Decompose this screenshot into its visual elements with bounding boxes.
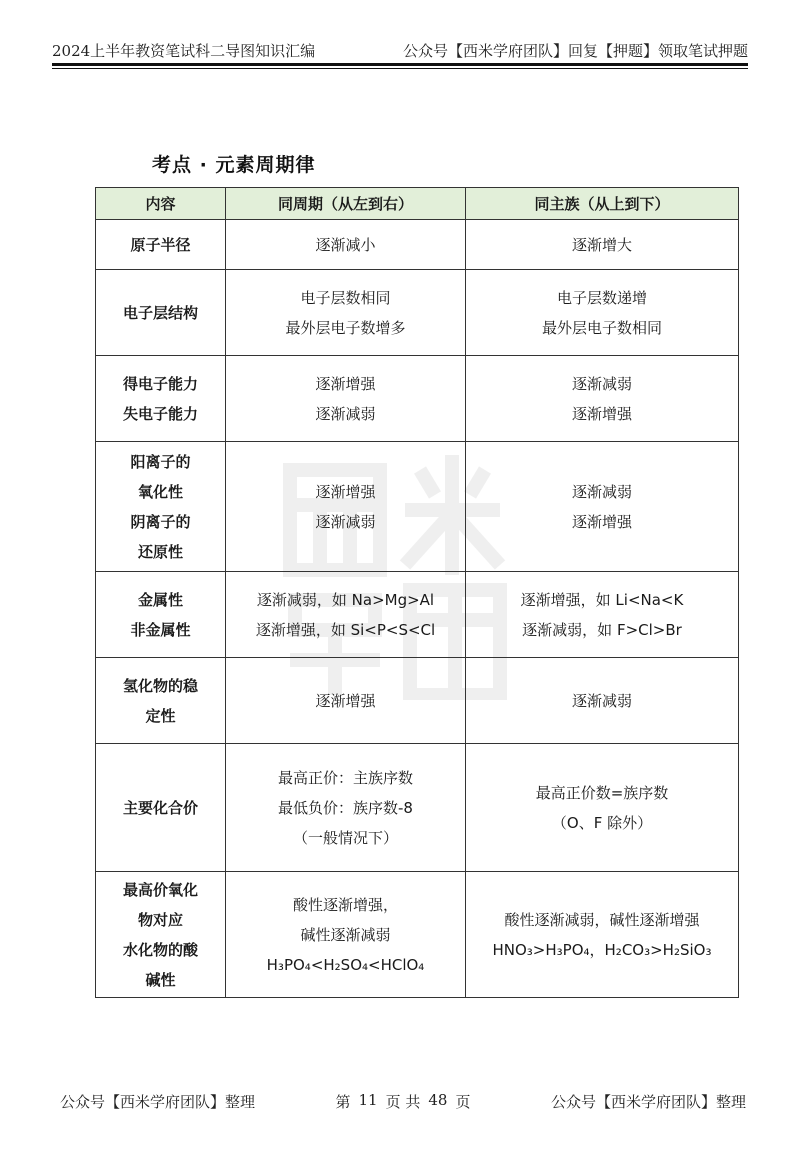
cell-line: 逐渐增强 xyxy=(315,374,376,393)
cell-line: 得电子能力 xyxy=(122,374,198,393)
page-header xyxy=(52,38,748,62)
cell-line: 氧化性 xyxy=(137,482,183,501)
cell-line: 碱性 xyxy=(145,970,176,989)
cell-line: 逐渐减弱 xyxy=(571,374,632,393)
row-label-cell xyxy=(96,658,226,744)
cell-line: 逐渐增强，如 Li<Na<K xyxy=(520,590,684,609)
cell-line: 酸性逐渐增强， xyxy=(292,895,398,914)
header-left-text: 2024上半年教资笔试科二导图知识汇编 xyxy=(52,41,316,60)
cell-line: 阴离子的 xyxy=(130,512,191,531)
row-label-cell xyxy=(96,872,226,998)
cell-line: 逐渐减小 xyxy=(315,235,376,254)
same-group-cell xyxy=(466,658,739,744)
footer-left-text: 公众号【西米学府团队】整理 xyxy=(60,1092,256,1111)
same-period-cell xyxy=(226,220,466,270)
cell-line: 逐渐增强，如 Si<P<S<Cl xyxy=(255,620,436,639)
cell-line: 最高正价：主族序数 xyxy=(277,768,413,787)
cell-line: 最高价氧化 xyxy=(122,880,198,899)
cell-line: H₃PO₄<H₂SO₄<HClO₄ xyxy=(266,955,425,974)
cell-line: 水化物的酸 xyxy=(122,940,198,959)
table-row xyxy=(96,442,739,572)
row-label-cell xyxy=(96,442,226,572)
cell-line: 逐渐减弱 xyxy=(571,482,632,501)
column-header-same-period: 同周期（从左到右） xyxy=(226,188,466,220)
periodic-law-table xyxy=(95,187,739,998)
cell-line: 非金属性 xyxy=(130,620,191,639)
footer-right-text: 公众号【西米学府团队】整理 xyxy=(550,1092,746,1111)
cell-line: 失电子能力 xyxy=(122,404,198,423)
row-label-cell xyxy=(96,744,226,872)
cell-line: HNO₃>H₃PO₄，H₂CO₃>H₂SiO₃ xyxy=(492,940,712,959)
table-row xyxy=(96,270,739,356)
cell-line: 阳离子的 xyxy=(130,452,191,471)
current-page: 11 xyxy=(358,1090,378,1109)
page-number: 第 11 页 共 48 页 xyxy=(335,1090,471,1111)
cell-line: 碱性逐渐减弱 xyxy=(300,925,391,944)
cell-line: 最高正价数=族序数 xyxy=(535,783,669,802)
same-group-cell xyxy=(466,220,739,270)
cell-line: 定性 xyxy=(145,706,176,725)
cell-line: 逐渐增强 xyxy=(315,482,376,501)
cell-line: 氢化物的稳 xyxy=(122,676,198,695)
cell-line: 逐渐减弱 xyxy=(571,691,632,710)
same-period-cell xyxy=(226,270,466,356)
same-group-cell xyxy=(466,572,739,658)
same-period-cell xyxy=(226,744,466,872)
cell-line: 电子层结构 xyxy=(122,303,198,322)
table-row xyxy=(96,658,739,744)
header-rule-thin xyxy=(52,68,748,69)
table-row xyxy=(96,220,739,270)
row-label-cell xyxy=(96,572,226,658)
table-row xyxy=(96,356,739,442)
cell-line: 逐渐增强 xyxy=(315,691,376,710)
header-rule xyxy=(52,63,748,66)
cell-line: 还原性 xyxy=(137,542,183,561)
column-header-content: 内容 xyxy=(96,188,226,220)
table-row xyxy=(96,572,739,658)
cell-line: 逐渐增大 xyxy=(571,235,632,254)
same-period-cell xyxy=(226,442,466,572)
row-label-cell xyxy=(96,220,226,270)
same-group-cell xyxy=(466,442,739,572)
cell-line: 逐渐增强 xyxy=(571,512,632,531)
cell-line: 金属性 xyxy=(137,590,183,609)
cell-line: （一般情况下） xyxy=(292,828,398,847)
same-group-cell xyxy=(466,744,739,872)
cell-line: 逐渐减弱 xyxy=(315,512,376,531)
cell-line: 电子层数递增 xyxy=(556,288,647,307)
cell-line: 电子层数相同 xyxy=(300,288,391,307)
same-group-cell xyxy=(466,872,739,998)
cell-line: 逐渐减弱，如 Na>Mg>Al xyxy=(256,590,435,609)
same-period-cell xyxy=(226,658,466,744)
same-group-cell xyxy=(466,356,739,442)
page-footer xyxy=(60,1089,746,1113)
section-title: 考点 · 元素周期律 xyxy=(152,154,316,176)
cell-line: 物对应 xyxy=(137,910,183,929)
table-header-row xyxy=(96,188,739,220)
cell-line: 最低负价：族序数-8 xyxy=(278,798,413,817)
header-right-text: 公众号【西米学府团队】回复【押题】领取笔试押题 xyxy=(402,41,748,60)
row-label-cell xyxy=(96,270,226,356)
table-row xyxy=(96,872,739,998)
table-row xyxy=(96,744,739,872)
cell-line: 酸性逐渐减弱，碱性逐渐增强 xyxy=(504,910,700,929)
cell-line: 主要化合价 xyxy=(122,798,198,817)
same-group-cell xyxy=(466,270,739,356)
same-period-cell xyxy=(226,572,466,658)
column-header-same-group: 同主族（从上到下） xyxy=(466,188,739,220)
cell-line: 最外层电子数增多 xyxy=(285,318,406,337)
same-period-cell xyxy=(226,872,466,998)
cell-line: 逐渐增强 xyxy=(571,404,632,423)
cell-line: （O、F 除外） xyxy=(551,813,653,832)
total-pages: 48 xyxy=(428,1090,448,1109)
cell-line: 最外层电子数相同 xyxy=(541,318,662,337)
cell-line: 逐渐减弱，如 F>Cl>Br xyxy=(522,620,682,639)
row-label-cell xyxy=(96,356,226,442)
cell-line: 原子半径 xyxy=(130,235,191,254)
same-period-cell xyxy=(226,356,466,442)
cell-line: 逐渐减弱 xyxy=(315,404,376,423)
